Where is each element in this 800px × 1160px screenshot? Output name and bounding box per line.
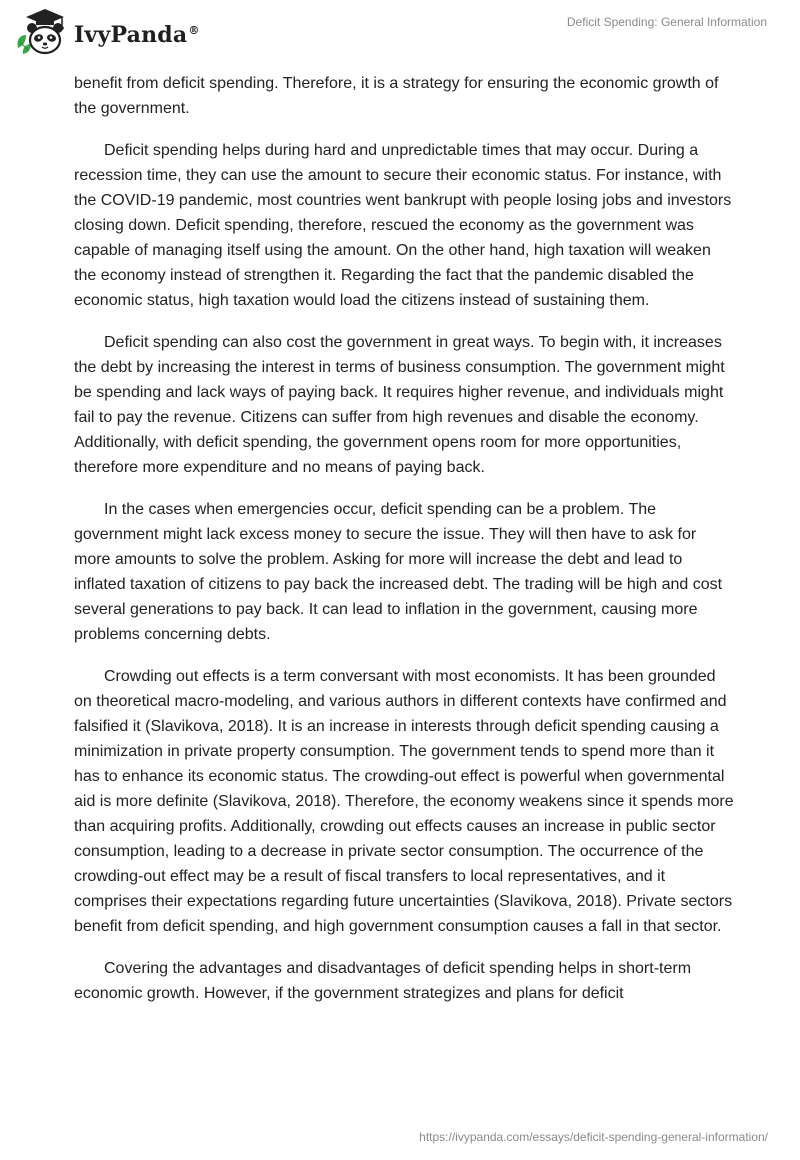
paragraph: Deficit spending can also cost the government in great ways. To begin with, it increases the debt by increasing the interest in terms of business consumption. The government might be spending and lack ways of paying back. It requires higher revenue, and individuals might fail to pay the revenue. Citizens can suffer from high revenues and disable the economy. Additionally, with deficit spending, the government opens room for more opportunities, therefore more expenditure and no means of paying back. — [74, 334, 725, 476]
source-url-link[interactable]: https://ivypanda.com/essays/deficit-spending-general-information/ — [419, 1130, 768, 1144]
paragraph: In the cases when emergencies occur, deficit spending can be a problem. The government might lack excess money to secure the issue. They will then have to ask for more amounts to solve the problem. Asking for more will increase the debt and lead to inflated taxation of citizens to pay back the increased debt. The trading will be high and cost several generations to pay back. It can lead to inflation in the government, causing more problems concerning debts. — [74, 501, 723, 643]
paragraph: Covering the advantages and disadvantages of deficit spending helps in short-term economic growth. However, if the government strategizes and plans for deficit — [74, 960, 692, 1002]
document-title: Deficit Spending: General Information — [566, 15, 767, 29]
ivypanda-logo[interactable] — [14, 8, 200, 58]
paragraph: Crowding out effects is a term conversant with most economists. It has been grounded on theoretical macro-modeling, and various authors in different contexts have confirmed and falsified it (Slavikova, 2018). It is an increase in interests through deficit spending causing a minimization in private property consumption. The government tends to spend more than it has to enhance its economic status. The crowding-out effect is powerful when governmental aid is more definite (Slavikova, 2018). Therefore, the economy weakens since it spends more than acquiring profits. Additionally, crowding out effects causes an increase in public sector consumption, leading to a decrease in private sector consumption. The occurrence of the crowding-out effect may be a result of fiscal transfers to local representatives, and it comprises their expectations regarding future uncertainties (Slavikova, 2018). Private sectors benefit from deficit spending, and high government consumption causes a fall in that sector. — [74, 668, 734, 935]
page-header — [0, 0, 800, 70]
paragraph: Deficit spending helps during hard and unpredictable times that may occur. During a recession time, they can use the amount to secure their economic status. For instance, with the COVID-19 pandemic, most countries went bankrupt with people losing jobs and investors closing down. Deficit spending, therefore, rescued the economy as the government was capable of managing itself using the amount. On the other hand, high taxation will weaken the economy instead of strengthen it. Regarding the fact that the pandemic disabled the economic status, high taxation would load the citizens instead of sustaining them. — [74, 142, 732, 309]
panda-logo-icon — [14, 8, 68, 58]
brand-name: IvyPanda® — [74, 22, 200, 48]
paragraph-continuation: benefit from deficit spending. Therefore, it is a strategy for ensuring the economic growth of the government. — [74, 75, 719, 117]
registered-mark: ® — [188, 23, 200, 37]
essay-body — [74, 71, 734, 1023]
